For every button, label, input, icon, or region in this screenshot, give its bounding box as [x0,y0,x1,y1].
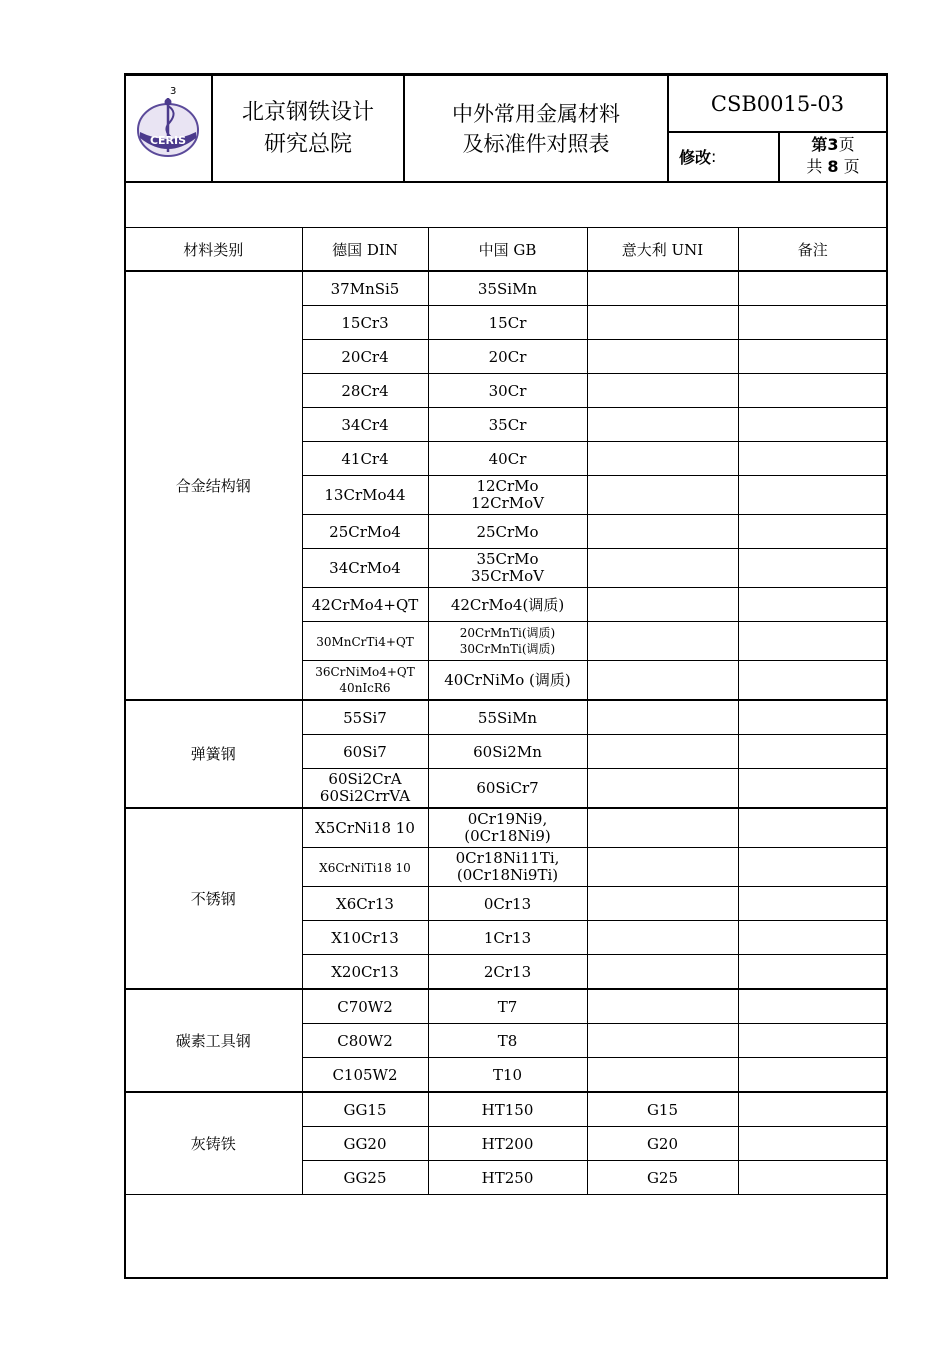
gb-line-1: 12CrMo [476,477,539,495]
revision-colon: : [711,146,717,166]
note-cell [738,887,887,921]
gb-cell [428,408,587,442]
gb-value: 0Cr13 [483,894,532,913]
note-cell [738,1024,887,1058]
din-value: 13CrMo44 [324,486,406,504]
uni-cell [587,340,738,374]
din-value: C105W2 [332,1065,398,1084]
din-value: X10Cr13 [331,928,399,947]
din-cell [302,1127,428,1161]
din-value: 30MnCrTi4+QT [316,635,414,649]
table-row [125,989,887,1024]
page-number: 3 [827,135,839,154]
note-cell [738,374,887,408]
note-cell [738,515,887,549]
din-value: 55Si7 [343,708,387,727]
din-value: GG25 [343,1168,387,1187]
din-lines [303,664,428,696]
note-cell [738,442,887,476]
uni-cell [587,989,738,1024]
din-cell [302,1024,428,1058]
din-cell [302,374,428,408]
gb-cell [428,808,587,848]
uni-cell [587,271,738,306]
din-cell [302,661,428,701]
gb-line-2: 30CrMnTi(调质) [459,642,556,656]
revision-field [669,131,780,181]
din-value: X6Cr13 [336,894,394,913]
din-value: C70W2 [337,997,393,1016]
din-cell [302,700,428,735]
material-comparison-table [125,227,887,1195]
institute-line-2: 研究总院 [263,131,352,157]
page-info [780,131,886,181]
gb-value: T10 [492,1065,523,1084]
gb-cell [428,661,587,701]
note-cell [738,735,887,769]
uni-cell [587,700,738,735]
gb-lines [429,478,587,512]
logo-text: CERIS [149,134,187,147]
gb-cell [428,515,587,549]
din-cell [302,588,428,622]
note-cell [738,1161,887,1195]
din-cell [302,955,428,990]
gb-cell [428,848,587,887]
din-value: 28Cr4 [341,381,389,400]
din-line-1: 60Si2CrA [328,770,402,788]
uni-cell [587,1058,738,1093]
din-cell [302,1092,428,1127]
col-header-din: 德国 DIN [302,228,428,272]
din-cell [302,549,428,588]
document-header [124,73,888,183]
gb-value: HT200 [481,1134,534,1153]
gb-cell [428,955,587,990]
uni-cell: G20 [587,1127,738,1161]
table-body [125,271,887,1195]
din-value: 34Cr4 [341,415,389,434]
note-cell [738,769,887,809]
din-cell [302,887,428,921]
institute-name [213,76,405,181]
gb-line-1: 0Cr18Ni11Ti, [455,849,560,867]
title-line-1: 中外常用金属材料 [452,101,620,126]
gb-cell [428,374,587,408]
gb-value: 42CrMo4(调质) [450,595,565,614]
din-cell [302,306,428,340]
total-suffix: 页 [843,157,860,176]
col-header-note: 备注 [738,228,887,272]
gb-lines [429,811,587,845]
din-cell [302,408,428,442]
gb-value: 35SiMn [477,279,538,298]
total-pages-line [806,156,859,178]
total-prefix: 共 [806,157,823,176]
gb-value: 60Si2Mn [473,742,542,761]
col-header-gb: 中国 GB [428,228,587,272]
din-value: 15Cr3 [341,313,389,332]
din-cell [302,769,428,809]
gb-cell [428,476,587,515]
din-value: X5CrNi18 10 [315,819,415,837]
svg-text:3: 3 [170,86,177,97]
din-value: GG15 [343,1100,387,1119]
din-value: X20Cr13 [331,962,399,981]
din-line-1: 36CrNiMo4+QT [315,665,415,679]
uni-cell [587,921,738,955]
gb-lines [429,551,587,585]
din-line-2: 60Si2CrrVA [319,787,411,805]
gb-value: HT250 [481,1168,534,1187]
gb-value: 35Cr [488,415,527,434]
din-cell [302,271,428,306]
uni-cell [587,588,738,622]
gb-line-1: 35CrMo [476,550,539,568]
document-title [405,76,669,181]
note-cell [738,549,887,588]
din-value: 37MnSi5 [330,279,400,298]
gb-value: HT150 [481,1100,534,1119]
gb-cell [428,887,587,921]
page-number-line [811,134,854,156]
institute-line-1: 北京钢铁设计 [241,99,374,125]
uni-cell [587,887,738,921]
gb-value: 30Cr [488,381,527,400]
gb-value: 25CrMo [476,522,539,541]
din-value: 34CrMo4 [329,559,401,577]
gb-line-2: (0Cr18Ni9) [464,827,551,845]
gb-value: 40Cr [488,449,527,468]
logo-cell [126,76,213,181]
note-cell [738,1092,887,1127]
gb-cell [428,700,587,735]
uni-cell [587,1024,738,1058]
din-cell [302,735,428,769]
uni-cell [587,735,738,769]
gb-cell [428,1024,587,1058]
uni-cell [587,408,738,442]
gb-cell [428,622,587,661]
category-cell: 合金结构钢 [125,271,302,700]
uni-cell [587,374,738,408]
din-cell [302,340,428,374]
gb-lines [429,850,587,884]
note-cell [738,955,887,990]
din-value: 42CrMo4+QT [311,595,419,614]
din-value: GG20 [343,1134,387,1153]
uni-cell [587,622,738,661]
ceris-logo [134,82,204,162]
din-lines [303,771,428,805]
gb-line-2: (0Cr18Ni9Ti) [456,866,559,884]
gb-line-1: 0Cr19Ni9, [467,810,548,828]
category-cell: 弹簧钢 [125,700,302,808]
note-cell [738,848,887,887]
table-row [125,700,887,735]
uni-cell [587,661,738,701]
col-header-category: 材料类别 [125,228,302,272]
din-cell [302,1161,428,1195]
note-cell [738,271,887,306]
gb-value: T7 [497,997,518,1016]
note-cell [738,476,887,515]
note-cell [738,306,887,340]
gb-cell [428,1127,587,1161]
din-value: 41Cr4 [341,449,389,468]
din-cell [302,989,428,1024]
uni-cell [587,515,738,549]
din-value: C80W2 [337,1031,393,1050]
uni-cell: G15 [587,1092,738,1127]
gb-cell [428,549,587,588]
gb-cell [428,989,587,1024]
gb-value: 1Cr13 [483,928,532,947]
din-cell [302,1058,428,1093]
gb-value: 15Cr [488,313,527,332]
din-cell [302,515,428,549]
document-code: CSB0015-03 [669,76,886,133]
din-value: 20Cr4 [341,347,389,366]
din-cell [302,808,428,848]
note-cell [738,1127,887,1161]
uni-cell [587,306,738,340]
gb-value: 55SiMn [477,708,538,727]
gb-cell [428,340,587,374]
page-suffix: 页 [838,135,855,154]
gb-lines [429,625,587,657]
gb-line-2: 35CrMoV [471,567,544,585]
gb-cell [428,1058,587,1093]
gb-cell [428,769,587,809]
uni-cell [587,808,738,848]
gb-value: 60SiCr7 [476,779,539,797]
gb-value: 2Cr13 [483,962,532,981]
din-cell [302,622,428,661]
code-cell [669,76,886,181]
uni-cell [587,955,738,990]
note-cell [738,808,887,848]
gb-cell [428,271,587,306]
din-value: 60Si7 [343,742,387,761]
table-row [125,271,887,306]
table-header-row [125,228,887,272]
gb-cell [428,1161,587,1195]
total-pages: 8 [827,157,839,176]
table-row [125,808,887,848]
col-header-uni: 意大利 UNI [587,228,738,272]
din-cell [302,848,428,887]
uni-cell [587,442,738,476]
table-row [125,1092,887,1127]
note-cell [738,340,887,374]
din-value: X6CrNiTi18 10 [319,861,411,875]
category-cell: 不锈钢 [125,808,302,989]
din-cell [302,442,428,476]
gb-cell [428,921,587,955]
din-value: 25CrMo4 [329,522,401,541]
gb-cell [428,1092,587,1127]
uni-cell: G25 [587,1161,738,1195]
din-line-2: 40nIcR6 [339,681,391,695]
uni-cell [587,476,738,515]
note-cell [738,661,887,701]
gb-value: 20Cr [488,347,527,366]
uni-cell [587,848,738,887]
gb-value: 40CrNiMo (调质) [444,671,571,689]
category-cell: 碳素工具钢 [125,989,302,1092]
uni-cell [587,769,738,809]
gb-line-2: 12CrMoV [471,494,544,512]
din-cell [302,921,428,955]
category-cell: 灰铸铁 [125,1092,302,1195]
gb-value: T8 [497,1031,518,1050]
page-prefix: 第 [811,135,828,154]
gb-line-1: 20CrMnTi(调质) [459,626,556,640]
gb-cell [428,442,587,476]
note-cell [738,622,887,661]
note-cell [738,989,887,1024]
din-cell [302,476,428,515]
note-cell [738,1058,887,1093]
gb-cell [428,588,587,622]
title-line-2: 及标准件对照表 [462,131,610,156]
note-cell [738,921,887,955]
revision-label: 修改 [679,147,712,167]
note-cell [738,588,887,622]
gb-cell [428,735,587,769]
note-cell [738,700,887,735]
gb-cell [428,306,587,340]
note-cell [738,408,887,442]
uni-cell [587,549,738,588]
